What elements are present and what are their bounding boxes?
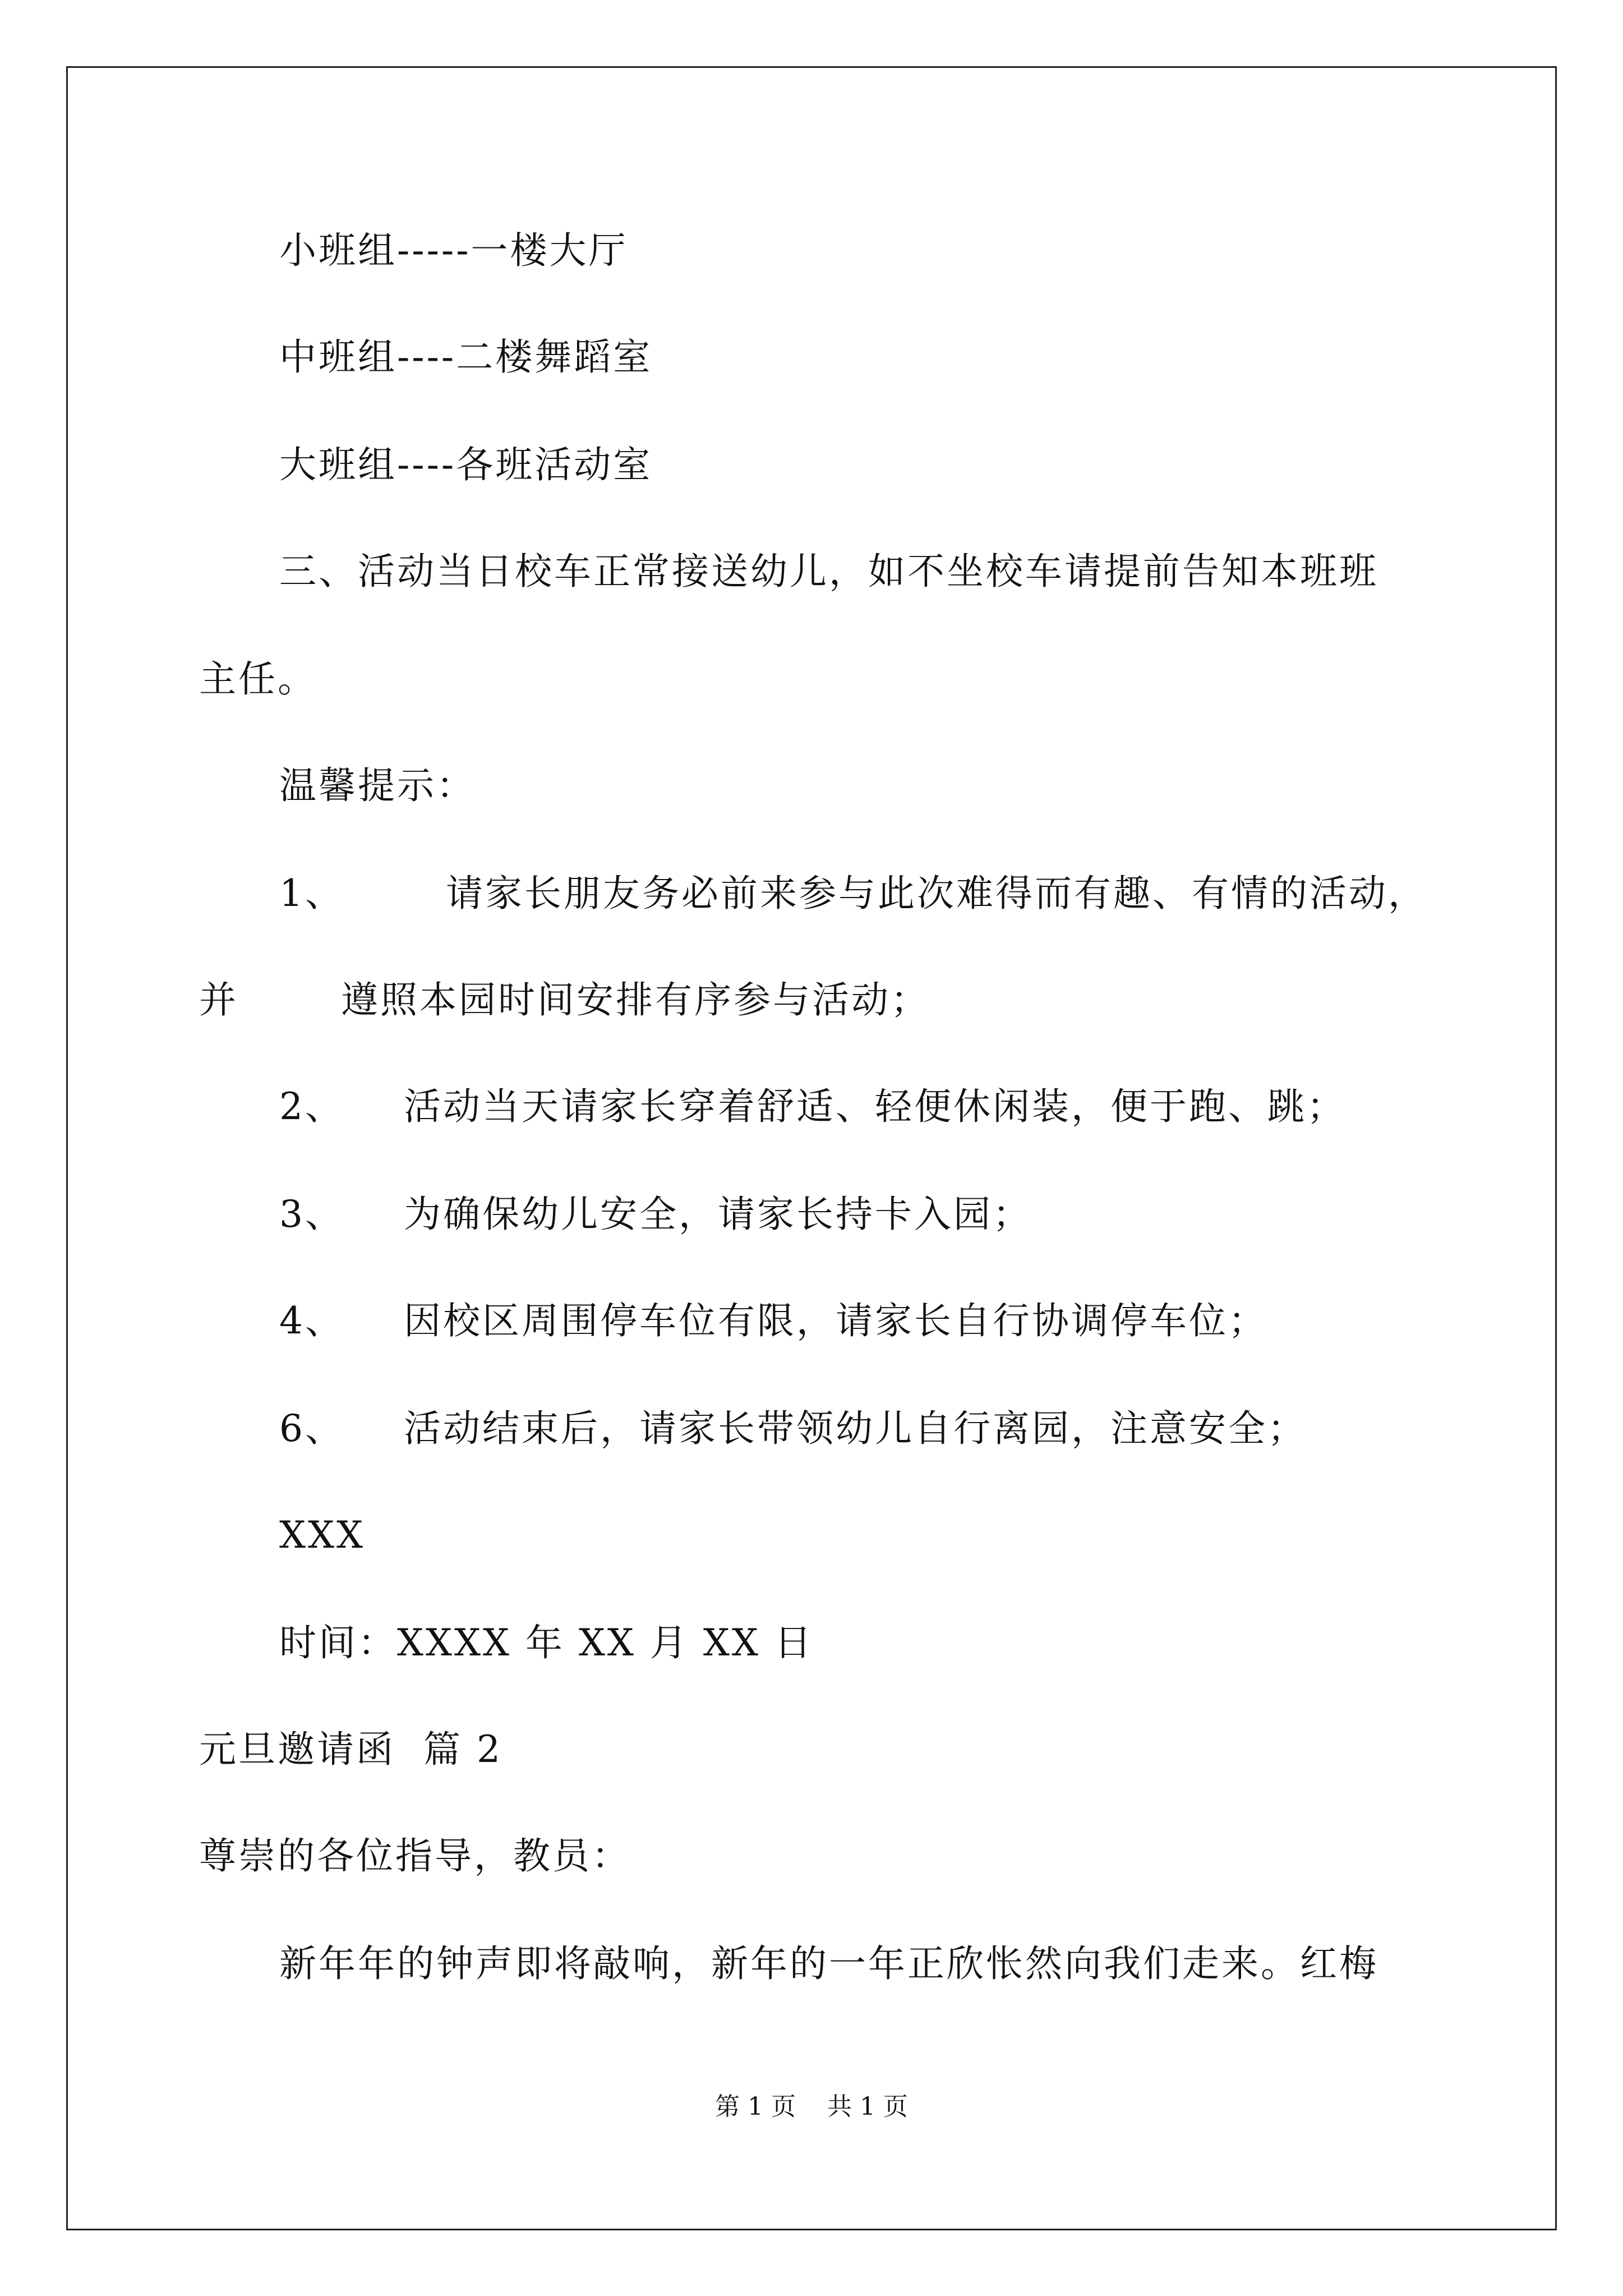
text-line-new-year: 新年年的钟声即将敲响，新年的一年正欣怅然向我们走来。红梅 [279, 1942, 1378, 1985]
text-line-tips-heading: 温馨提示： [279, 764, 476, 807]
list-marker-1: 1、 [279, 872, 344, 915]
text-line-tip-3: 为确保幼儿安全，请家长持卡入园； [404, 1193, 1032, 1236]
text-line-head-teacher: 主任。 [199, 657, 317, 701]
page-border [66, 66, 1557, 2230]
text-line-signature: XXX [279, 1513, 365, 1557]
text-line-tip-6: 活动结束后，请家长带领幼儿自行离园，注意安全； [404, 1407, 1307, 1450]
text-line-small-class: 小班组-----一楼大厅 [279, 229, 628, 272]
text-line-school-bus: 三、活动当日校车正常接送幼儿，如不坐校车请提前告知本班班 [279, 550, 1378, 593]
text-line-tip-4: 因校区周围停车位有限，请家长自行协调停车位； [404, 1299, 1267, 1342]
text-line-salutation: 尊崇的各位指导，教员： [199, 1834, 631, 1878]
text-line-big-class: 大班组----各班活动室 [279, 443, 653, 486]
list-marker-2: 2、 [279, 1085, 344, 1128]
text-line-tip-1-continued: 遵照本园时间安排有序参与活动； [341, 978, 930, 1022]
list-marker-3: 3、 [279, 1193, 344, 1236]
list-marker-6: 6、 [279, 1407, 344, 1450]
text-line-middle-class: 中班组----二楼舞蹈室 [279, 335, 653, 379]
section-heading-part-2: 元旦邀请函 篇 2 [199, 1728, 502, 1771]
text-line-tip-1: 请家长朋友务必前来参与此次难得而有趣、有情的活动， [446, 872, 1427, 915]
page-footer: 第 1 页 共 1 页 [715, 2092, 908, 2121]
text-line-date: 时间：XXXX 年 XX 月 XX 日 [279, 1621, 814, 1664]
text-line-tip-2: 活动当天请家长穿着舒适、轻便休闲装，便于跑、跳； [404, 1085, 1346, 1128]
list-marker-4: 4、 [279, 1299, 344, 1342]
list-marker-continuation: 并 [199, 978, 238, 1022]
